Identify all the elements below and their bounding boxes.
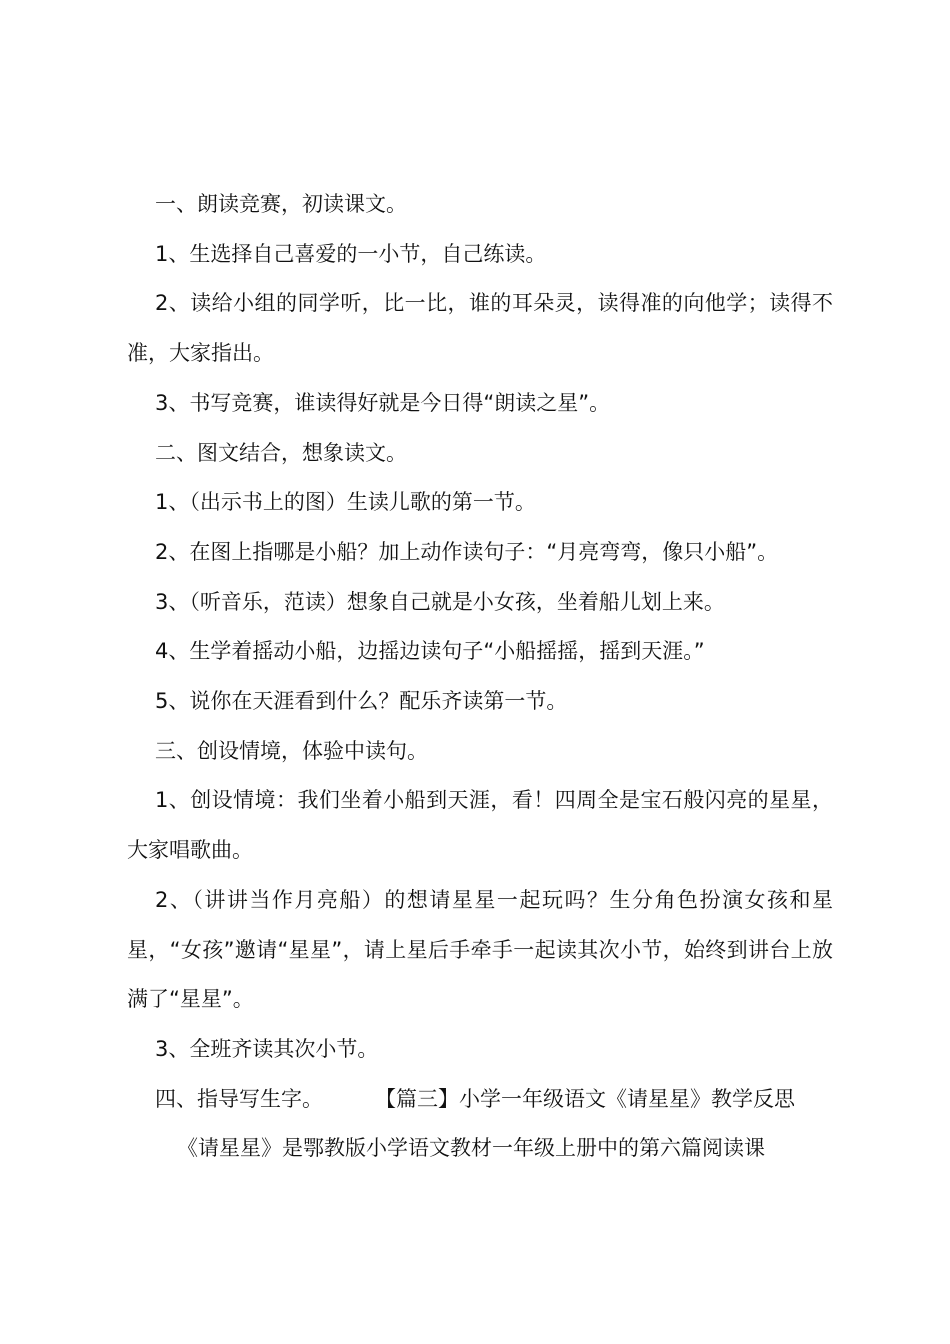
paragraph-item: 2、（讲讲当作月亮船）的想请星星一起玩吗？生分角色扮演女孩和星星，“女孩”邀请“星星”，请上星后手牵手一起读其次小节，始终到讲台上放满了“星星”。 <box>127 887 833 1012</box>
section-title: 【篇三】小学一年级语文《请星星》教学反思 <box>375 1086 795 1111</box>
paragraph-item: 1、（出示书上的图）生读儿歌的第一节。 <box>155 490 536 515</box>
paragraph-item: 3、（听音乐，范读）想象自己就是小女孩，坐着船儿划上来。 <box>155 589 725 614</box>
paragraph-last: 《请星星》是鄂教版小学语文教材一年级上册中的第六篇阅读课 <box>177 1136 765 1161</box>
paragraph-item: 2、在图上指哪是小船？加上动作读句子：“月亮弯弯，像只小船”。 <box>155 539 779 564</box>
heading-situation: 三、创设情境，体验中读句。 <box>155 738 428 763</box>
heading-writing: 四、指导写生字。 <box>155 1086 323 1111</box>
section-line <box>127 1075 833 1125</box>
paragraph-item: 3、书写竞赛，谁读得好就是今日得“朗读之星”。 <box>155 390 611 415</box>
paragraph-item: 1、生选择自己喜爱的一小节，自己练读。 <box>155 241 547 266</box>
document-page <box>127 180 833 1174</box>
heading-reading-contest: 一、朗读竞赛，初读课文。 <box>155 192 407 216</box>
paragraph-item: 1、创设情境：我们坐着小船到天涯，看！四周全是宝石般闪亮的星星，大家唱歌曲。 <box>127 788 833 863</box>
paragraph-item: 5、说你在天涯看到什么？配乐齐读第一节。 <box>155 689 568 714</box>
paragraph-item: 3、全班齐读其次小节。 <box>155 1036 379 1061</box>
paragraph-item: 4、生学着摇动小船，边摇边读句子“小船摇摇，摇到天涯。” <box>155 639 705 664</box>
heading-picture-text: 二、图文结合，想象读文。 <box>155 440 407 465</box>
paragraph-item: 2、读给小组的同学听，比一比，谁的耳朵灵，读得准的向他学；读得不准，大家指出。 <box>127 291 833 366</box>
